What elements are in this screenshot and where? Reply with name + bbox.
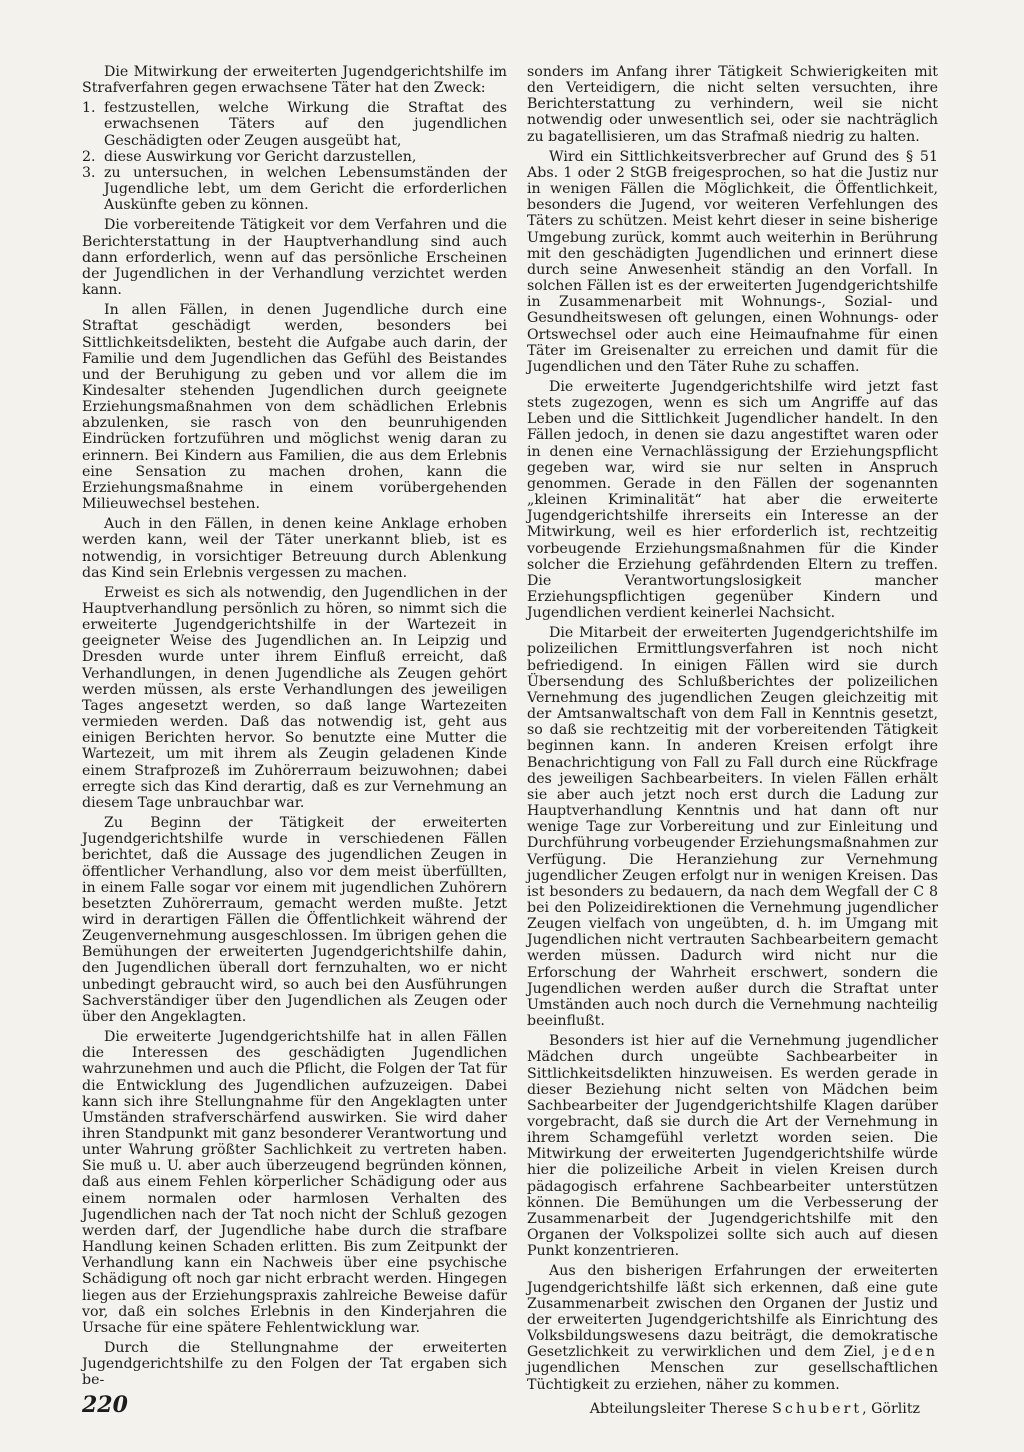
- list-item: [82, 165, 507, 213]
- right-column: [527, 64, 938, 1417]
- paragraph: Zu Beginn der Tätigkeit der erweiterten Jugendgerichtshilfe wurde in verschiedenen Fällen berichtet, daß die Aussage des jugendlichen Zeugen in öffentlicher Verhandlung, also vor dem meist überfüllten, in einem Falle sogar vor einem mit jugendlichen Zuhörern besetzten Zuhörerraum, gemacht werden mußte. Jetzt wird in derartigen Fällen die Öffentlichkeit während der Zeugenvernehmung ausgeschlossen. Im übrigen gehen die Bemühungen der erweiterten Jugendgerichtshilfe dahin, den Jugendlichen überall dort fernzuhalten, wo er nicht unbedingt gebraucht wird, so auch bei den Ausführungen Sachverständiger über den Jugendlichen als Zeugen oder über den Angeklagten.: [82, 815, 508, 1025]
- paragraph: Erweist es sich als notwendig, den Jugendlichen in der Hauptverhandlung persönlich zu hören, so nimmt sich die erweiterte Jugendgerichtshilfe in der Wartezeit in geeigneter Weise des Jugendlichen an. In Leipzig und Dresden wurde unter ihrem Einfluß erreicht, daß Verhandlungen, in denen Jugendliche als Zeugen gehört werden müssen, als erste Verhandlungen des jeweiligen Tages angesetzt werden, so daß lange Wartezeiten vermieden werden. Daß das notwendig ist, geht aus einigen Berichten hervor. So benutzte eine Mutter die Wartezeit, um mit ihrem als Zeugin geladenen Kinde einem Strafprozeß im Zuhörerraum beizuwohnen; dabei erregte sich das Kind derartig, daß es zur Vernehmung an diesem Tage unbrauchbar war.: [82, 584, 507, 811]
- paragraph: Die vorbereitende Tätigkeit vor dem Verfahren und die Berichterstattung in der Hauptverhandlung sind auch dann erforderlich, wenn auf das persönliche Erscheinen der Jugendlichen in der Verhandlung verzichtet werden kann.: [82, 217, 507, 299]
- author-location: , Görlitz: [862, 1400, 920, 1417]
- paragraph-text: Aus den bisherigen Erfahrungen der erweiterten Jugendgerichtshilfe läßt sich erkennen, daß eine gute Zusammenarbeit zwischen den Organen der Justiz und der erweiterten Jugendgerichtshilfe als Einrichtung des Volksbildungswesens dazu beiträgt, die demokratische Gesetzlichkeit zu verwirklichen und dem Ziel,: [527, 1263, 938, 1361]
- list-number: 1.: [82, 100, 96, 117]
- author-signature: [527, 1401, 938, 1417]
- paragraph: sonders im Anfang ihrer Tätigkeit Schwierigkeiten mit den Verteidigern, die nicht selten versuchten, ihre Berichterstattung zu verhindern, weil sie nicht notwendig oder unwesentlich sei, oder sie nachträglich zu bagatellisieren, um das Strafmaß niedrig zu halten.: [527, 64, 938, 145]
- list-text: diese Auswirkung vor Gericht darzustellen,: [104, 148, 417, 165]
- paragraph: Durch die Stellungnahme der erweiterten Jugendgerichtshilfe zu den Folgen der Tat ergaben sich be-: [82, 1340, 507, 1389]
- emphasized-word: jeden: [883, 1344, 938, 1361]
- paragraph: Besonders ist hier auf die Vernehmung jugendlicher Mädchen durch ungeübte Sachbearbeiter in Sittlichkeitsdelikten hinzuweisen. Es werden gerade in dieser Beziehung nicht selten von Mädchen beim Sachbearbeiter der Jugendgerichtshilfe Klagen darüber vorgebracht, daß sie durch die Art der Vernehmung in ihrem Schamgefühl verletzt worden seien. Die Mitwirkung der erweiterten Jugendgerichtshilfe würde hier die polizeiliche Arbeit in vielen Kreisen durch pädagogisch erfahrene Sachbearbeiter unterstützen können. Die Bemühungen um die Verbesserung der Zusammenarbeit der Jugendgerichtshilfe mit den Organen der Volkspolizei sollte sich auch auf diesen Punkt konzentrieren.: [527, 1033, 938, 1260]
- paragraph: Auch in den Fällen, in denen keine Anklage erhoben werden kann, weil der Täter unerkannt blieb, ist es notwendig, in vorsichtiger Betreuung durch Ablenkung das Kind sein Erlebnis vergessen zu machen.: [82, 516, 507, 581]
- page-number: 220: [82, 1392, 128, 1418]
- list-item: [82, 100, 507, 148]
- author-surname: Schubert: [772, 1400, 863, 1417]
- paragraph-text: jugendlichen Menschen zur gesellschaftlichen Tüchtigkeit zu erziehen, näher zu kommen.: [527, 1360, 938, 1393]
- paragraph: Wird ein Sittlichkeitsverbrecher auf Grund des § 51 Abs. 1 oder 2 StGB freigesprochen, so hat die Justiz nur in wenigen Fällen die Möglichkeit, die Öffentlichkeit, besonders die Jugend, vor weiteren Verfehlungen des Täters zu schützen. Meist kehrt dieser in seine bisherige Umgebung zurück, kommt auch weiterhin in Berührung mit den geschädigten Jugendlichen und erinnert diese durch seine Anwesenheit ständig an den Vorfall. In solchen Fällen ist es der erweiterten Jugendgerichtshilfe in Zusammenarbeit mit Wohnungs-, Sozial- und Gesundheitswesen oft gelungen, einen Wohnungs- oder Ortswechsel oder auch eine Heimaufnahme für einen Täter im Greisenalter zu erreichen und damit für die Jugendlichen und den Täter Ruhe zu schaffen.: [527, 148, 938, 375]
- left-column: [82, 64, 507, 1393]
- list-number: 3.: [82, 164, 96, 181]
- list-text: festzustellen, welche Wirkung die Straftat des erwachsenen Täters auf den jugendlichen Geschädigten oder Zeugen ausgeübt hat,: [104, 100, 507, 149]
- paragraph: [527, 1263, 938, 1392]
- list-number: 2.: [82, 148, 96, 165]
- author-role: Abteilungsleiter Therese: [589, 1400, 768, 1417]
- list-text: zu untersuchen, in welchen Lebensumständen der Jugendliche lebt, um dem Gericht die erforderlichen Auskünfte geben zu können.: [104, 164, 507, 214]
- paragraph: In allen Fällen, in denen Jugendliche durch eine Straftat geschädigt werden, besonders bei Sittlichkeitsdelikten, besteht die Aufgabe auch darin, der Familie und dem Jugendlichen das Gefühl des Beistandes und der Beruhigung zu geben und vor allem die im Kindesalter stehenden Jugendlichen durch geeignete Erziehungsmaßnahmen von dem schädlichen Erlebnis abzulenken, sie rasch von den beunruhigenden Eindrücken fortzuführen und möglichst wenig daran zu erinnern. Bei Kindern aus Familien, die aus dem Erlebnis eine Sensation zu machen drohen, kann die Erziehungsmaßnahme in einem vorübergehenden Milieuwechsel bestehen.: [82, 302, 507, 513]
- paragraph: Die erweiterte Jugendgerichtshilfe hat in allen Fällen die Interessen des geschädigten Jugendlichen wahrzunehmen und auch die Pflicht, die Folgen der Tat für die Entwicklung des Jugendlichen aufzuzeigen. Dabei kann sich ihre Stellungnahme für den Angeklagten unter Umständen strafverschärfend auswirken. Sie wird daher ihren Standpunkt mit ganz besonderer Verantwortung und unter Wahrung größter Sachlichkeit zu vertreten haben. Sie muß u. U. aber auch überzeugend begründen können, daß aus einem Fehlen körperlicher Schädigung oder aus einem normalen oder harmlosen Verhalten des Jugendlichen nach der Tat noch nicht der Schluß gezogen werden darf, der Jugendliche habe durch die strafbare Handlung keinen Schaden erlitten. Bis zum Zeitpunkt der Verhandlung kann ein Nachweis über eine psychische Schädigung oft noch gar nicht erbracht werden. Hingegen liegen aus der Erziehungspraxis zahlreiche Beweise dafür vor, daß ein solches Erlebnis in den Kinderjahren die Ursache für eine spätere Fehlentwicklung war.: [82, 1029, 507, 1336]
- paragraph: Die Mitwirkung der erweiterten Jugendgerichtshilfe im Strafverfahren gegen erwachsene Täter hat den Zweck:: [82, 64, 507, 97]
- paragraph: Die Mitarbeit der erweiterten Jugendgerichtshilfe im polizeilichen Ermittlungsverfahren ist noch nicht befriedigend. In einigen Fällen wird sie durch Übersendung des Schlußberichtes der polizeilichen Vernehmung des jugendlichen Zeugen gleichzeitig mit der Amtsanwaltschaft von dem Fall in Kenntnis gesetzt, so daß sie rechtzeitig mit der vorbereitenden Tätigkeit beginnen kann. In anderen Kreisen erfolgt ihre Benachrichtigung von Fall zu Fall durch eine Rückfrage des jeweiligen Sachbearbeiters. In vielen Fällen erhält sie aber auch jetzt noch erst durch die Ladung zur Hauptverhandlung Kenntnis und hat dann oft nur wenige Tage zur Vorbereitung und zur Einleitung und Durchführung vorbeugender Erziehungsmaßnahmen zur Verfügung. Die Heranziehung zur Vernehmung jugendlicher Zeugen erfolgt nur in wenigen Kreisen. Das ist besonders zu bedauern, da nach dem Wegfall der C 8 bei den Polizeidirektionen die Vernehmung jugendlicher Zeugen vielfach von ungeübten, d. h. im Umgang mit Jugendlichen nicht vertrauten Sachbearbeitern gemacht werden müssen. Dadurch wird nicht nur die Erforschung der Wahrheit erschwert, sondern die Jugendlichen werden außer durch die Straftat unter Umständen auch noch durch die Vernehmung nachteilig beeinflußt.: [527, 625, 938, 1030]
- paragraph: Die erweiterte Jugendgerichtshilfe wird jetzt fast stets zugezogen, wenn es sich um Angriffe auf das Leben und die Sittlichkeit Jugendlicher handelt. In den Fällen jedoch, in denen sie dazu angestiftet waren oder in denen eine Vernachlässigung der Erziehungspflicht gegeben war, wird sie nur selten in Anspruch genommen. Gerade in den Fällen der sogenannten „kleinen Kriminalität“ hat aber die erweiterte Jugendgerichtshilfe ihrerseits ein Interesse an der Mitwirkung, weil es hier erforderlich ist, rechtzeitig vorbeugende Erziehungsmaßnahmen für die Kinder solcher die Erziehung gefährdenden Eltern zu treffen. Die Verantwortungslosigkeit mancher Erziehungspflichtigen gegenüber Kindern und Jugendlichen verdient keinerlei Nachsicht.: [527, 378, 938, 622]
- list-item: [82, 149, 507, 165]
- purpose-list: [82, 100, 507, 213]
